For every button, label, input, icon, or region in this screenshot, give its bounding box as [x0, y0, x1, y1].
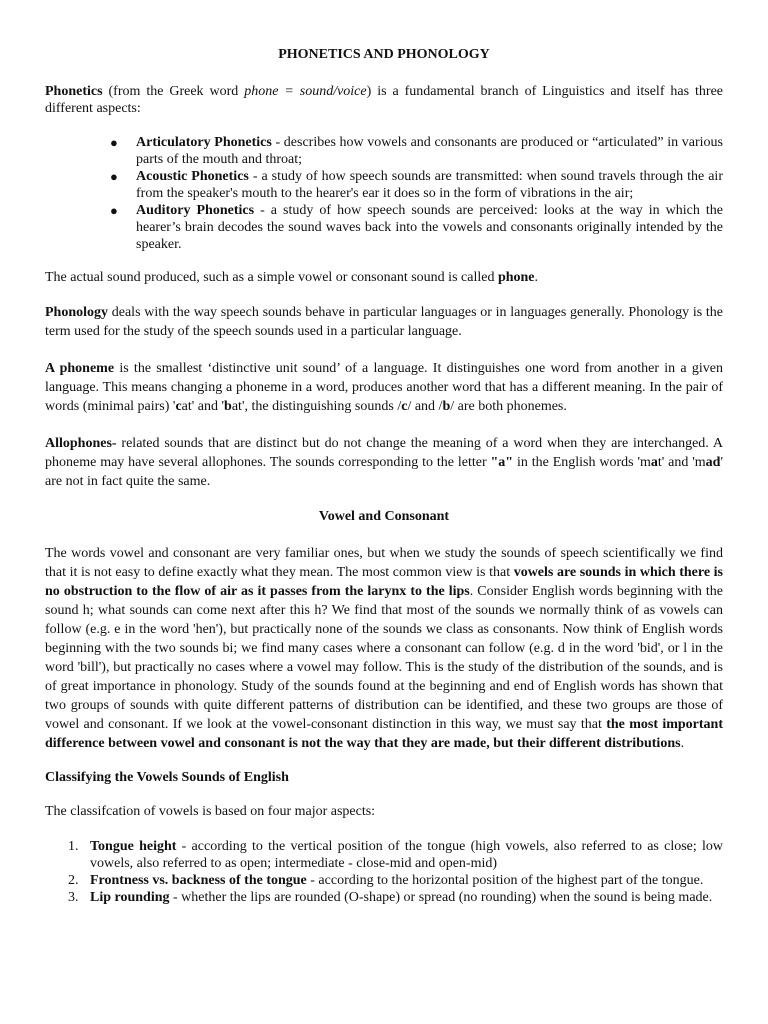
bullet-icon: ● — [110, 203, 118, 218]
phone-paragraph: The actual sound produced, such as a simple vowel or consonant sound is called phone. — [45, 270, 539, 285]
phonetics-intro: Phonetics (from the Greek word phone = sound/voice) is a fundamental branch of Linguistics and itself has three different aspects: — [45, 84, 723, 116]
phoneme-paragraph: A phoneme is the smallest ‘distinctive unit sound’ of a language. It distinguishes one word from another in a given language. This means changing a phoneme in a word, produces another word that has a different meaning. In the pair of words (minimal pairs) 'cat' and 'bat', the distinguishing sounds /c/ and /b/ are both phonemes. — [45, 361, 723, 414]
vowel-consonant-paragraph: The words vowel and consonant are very familiar ones, but when we study the sounds of speech scientifically we find that it is not easy to define exactly what they mean. The most common view is that vowels are sounds in which there is no obstruction to the flow of air as it passes from the larynx to the lips. Consider English words beginning with the sound h; what sounds can come next after this h? We find that most of the sounds we normally think of as vowels can follow (e.g. e in the word 'hen'), but practically none of the sounds we class as consonants. Now think of English words beginning with the two sounds bi; we find many cases where a consonant can follow (e.g. d in the word 'bid', or l in the word 'bill'), but practically no cases where a vowel may follow. This is the study of the distribution of the sounds, and is of great importance in phonology. Study of the sounds found at the beginning and end of English words has shown that two groups of sounds with quite different patterns of distribution can be identified, and these two groups are those of vowel and consonant. If we look at the vowel-consonant distinction in this way, we must say that the most important difference between vowel and consonant is not the way that they are made, but their different distributions. — [45, 546, 723, 751]
vowel-criteria-list — [68, 838, 723, 906]
bullet-icon: ● — [110, 135, 118, 150]
allophones-paragraph: Allophones- related sounds that are distinct but do not change the meaning of a word when they are interchanged. A phoneme may have several allophones. The sounds corresponding to the letter "a" in the English words 'mat' and 'mad' are not in fact quite the same. — [45, 436, 723, 489]
phonetics-aspects-list — [110, 134, 723, 253]
list-item: ● Auditory Phonetics - a study of how speech sounds are perceived: looks at the way in which the hearer’s brain decodes the sound waves back into the vowels and consonants originally intended by the speaker. — [110, 203, 724, 252]
vowel-consonant-heading: Vowel and Consonant — [318, 509, 450, 524]
list-item: 3. Lip rounding - whether the lips are rounded (O-shape) or spread (no rounding) when the sound is being made. — [68, 890, 713, 905]
list-item: ● Articulatory Phonetics - describes how vowels and consonants are produced or “articulated” in various parts of the mouth and throat; — [110, 135, 723, 167]
classifying-heading: Classifying the Vowels Sounds of English — [45, 770, 289, 785]
classification-intro: The classifcation of vowels is based on four major aspects: — [45, 804, 376, 819]
page-title: PHONETICS AND PHONOLOGY — [278, 47, 490, 62]
list-item: 1. Tongue height - according to the vertical position of the tongue (high vowels, also referred to as close; low vowels, also referred to as open; intermediate - close-mid and open-mid) — [68, 839, 723, 871]
phonetics-term: Phonetics — [45, 84, 103, 99]
bullet-icon: ● — [110, 169, 118, 184]
list-item: ● Acoustic Phonetics - a study of how speech sounds are transmitted: when sound travels through the air from the speaker's mouth to the hearer's ear it does so in the form of vibrations in the air; — [110, 169, 723, 201]
phonology-paragraph: Phonology deals with the way speech sounds behave in particular languages or in languages generally. Phonology is the term used for the study of the speech sounds used in a particular language. — [45, 305, 723, 339]
list-item: 2. Frontness vs. backness of the tongue - according to the horizontal position of the highest part of the tongue. — [68, 873, 704, 888]
